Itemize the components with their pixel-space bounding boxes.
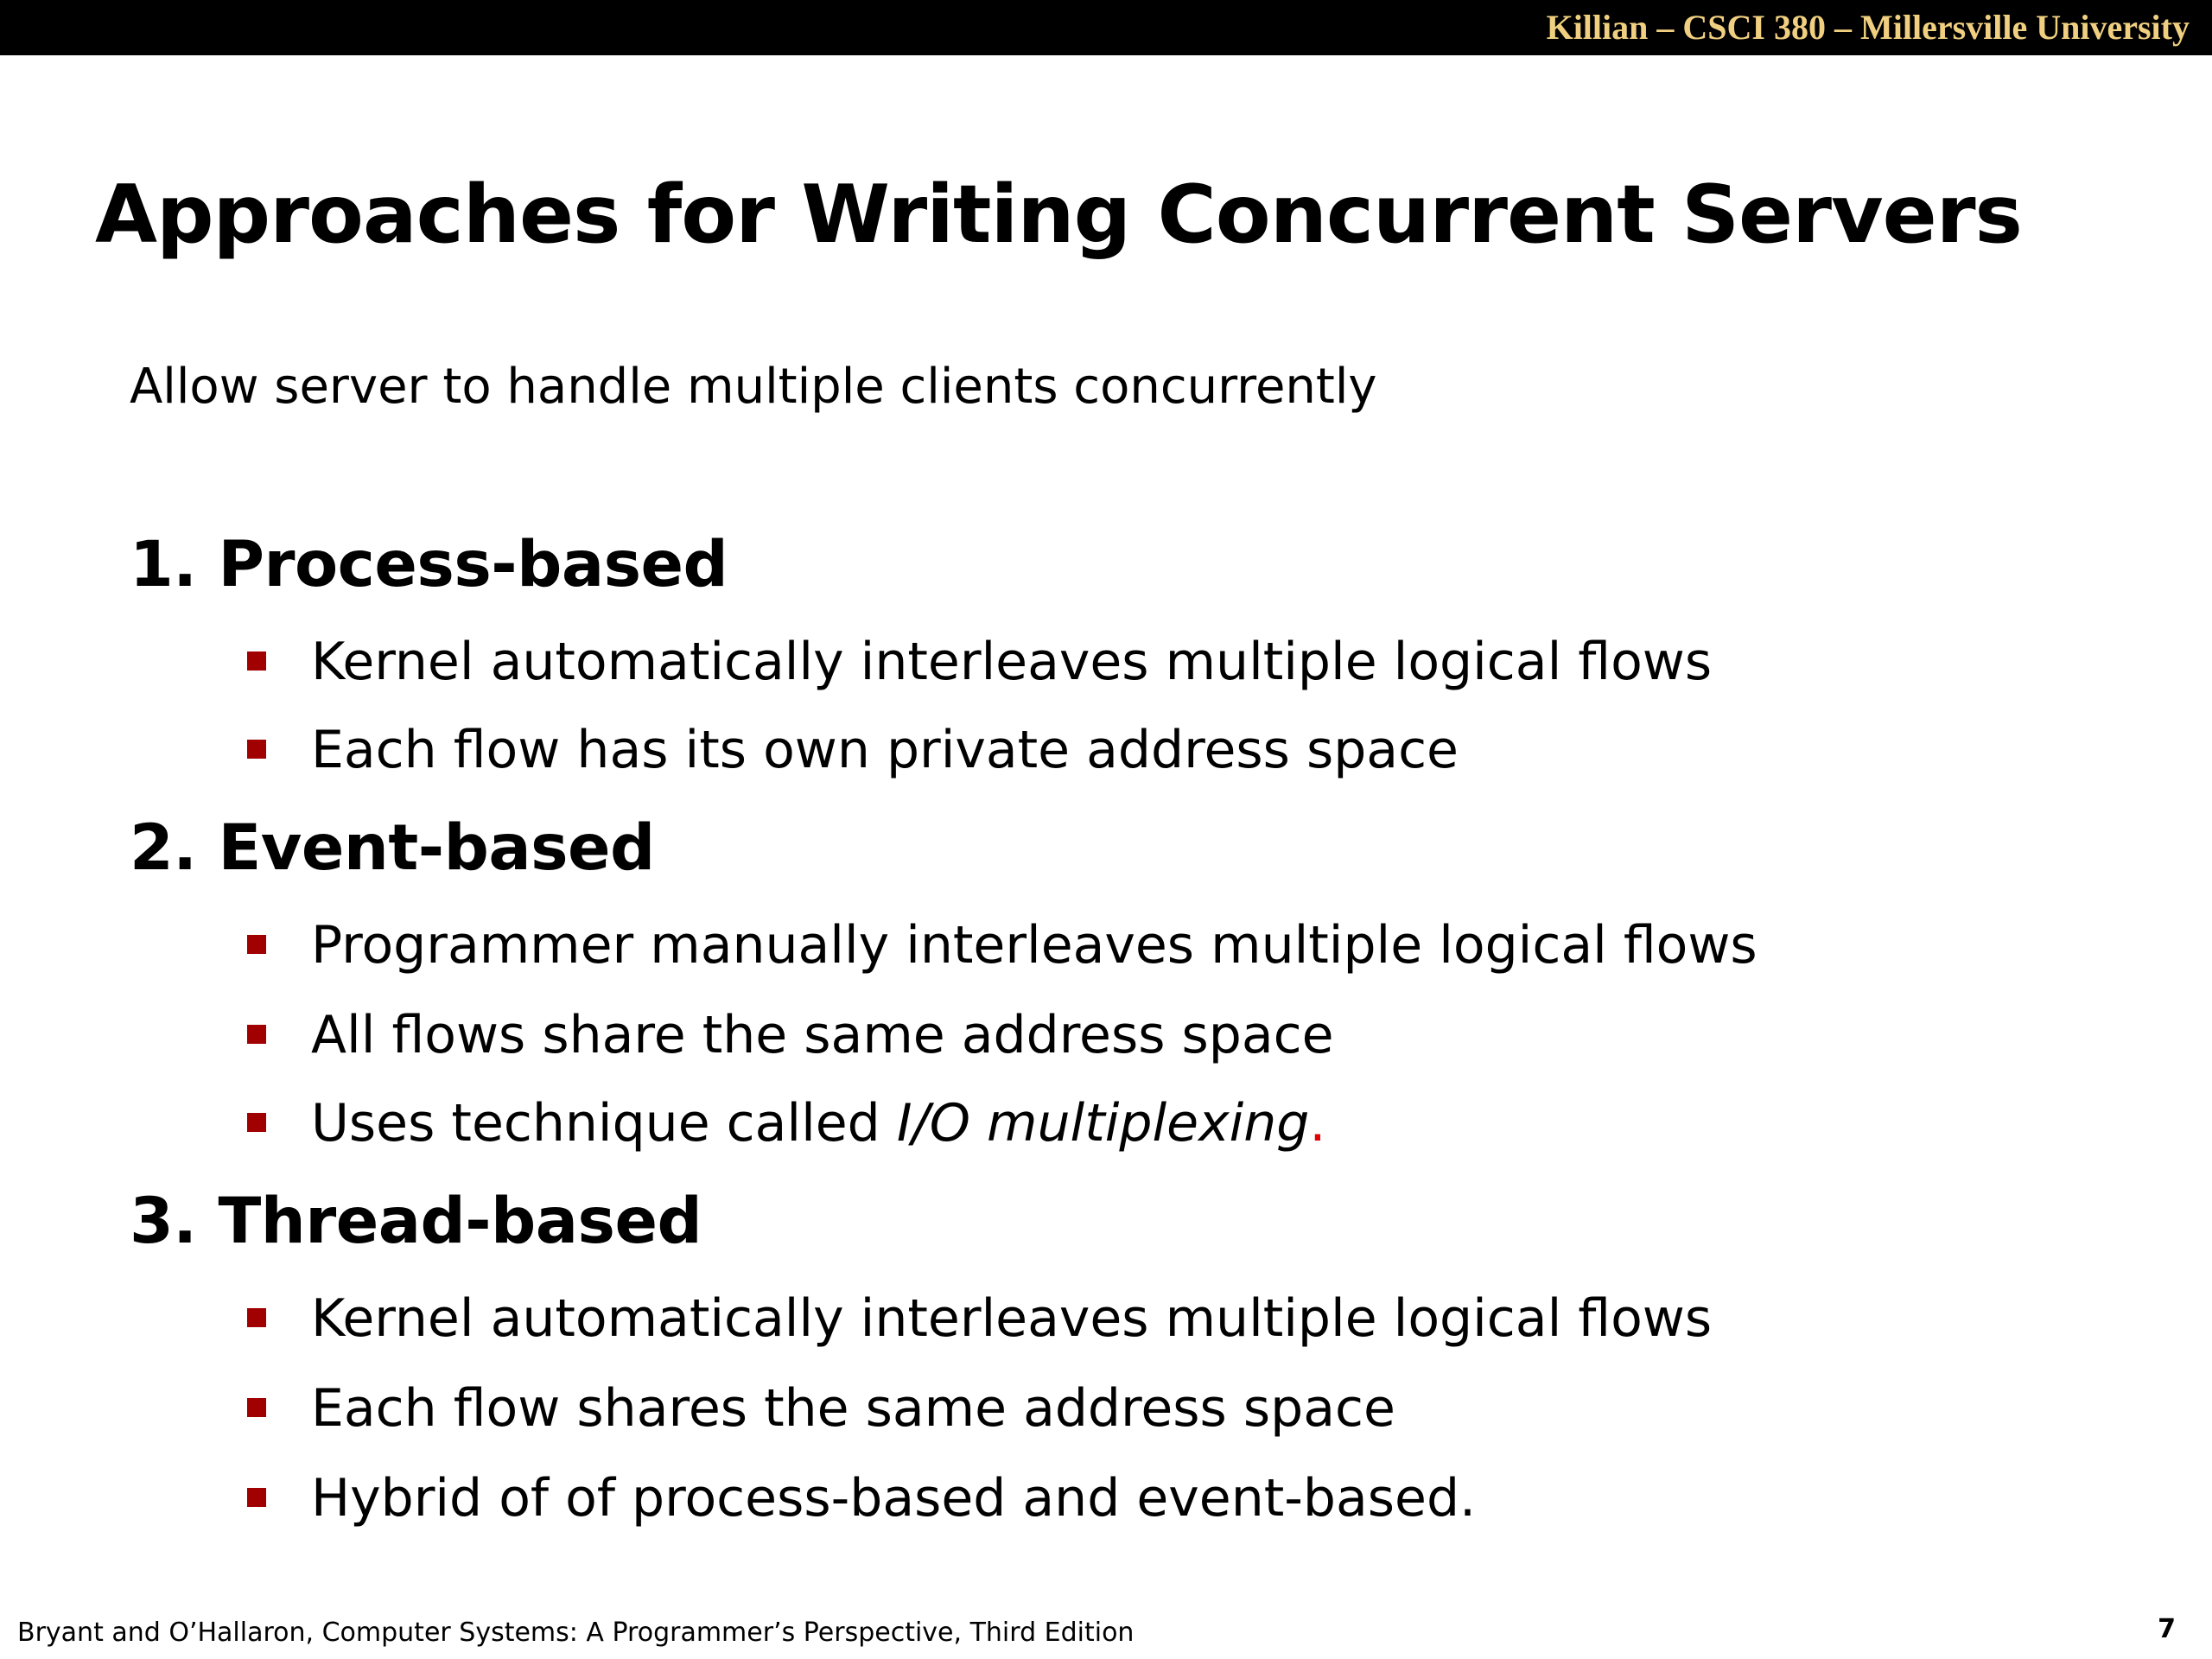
slide-title: Approaches for Writing Concurrent Servers [95, 168, 2022, 261]
list-item-text-prefix: Uses technique called [311, 1093, 897, 1154]
section-heading-event-based: 2. Event-based [130, 811, 655, 885]
emphasized-term: I/O multiplexing [896, 1093, 1310, 1154]
list-item-text: Programmer manually interleaves multiple logical flows [311, 915, 1758, 976]
footer-citation: Bryant and O’Hallaron, Computer Systems: A Programmer’s Perspective, Third Edition [17, 1618, 1135, 1648]
square-bullet-icon [247, 1488, 266, 1507]
list-item-text: Each flow shares the same address space [311, 1378, 1395, 1439]
page-number: 7 [2158, 1614, 2176, 1644]
intro-text: Allow server to handle multiple clients concurrently [130, 359, 1377, 415]
square-bullet-icon [247, 935, 266, 954]
square-bullet-icon [247, 1113, 266, 1132]
trailing-period: . [1309, 1093, 1326, 1154]
section-heading-thread-based: 3. Thread-based [130, 1185, 702, 1258]
section-heading-process-based: 1. Process-based [130, 528, 728, 601]
header-bar [0, 0, 2212, 55]
list-item-text: Kernel automatically interleaves multiple logical flows [311, 632, 1713, 692]
list-item-text: Hybrid of of process-based and event-based. [311, 1468, 1477, 1529]
list-item-text [311, 1089, 1325, 1158]
square-bullet-icon [247, 1025, 266, 1044]
square-bullet-icon [247, 1398, 266, 1417]
list-item-text: Kernel automatically interleaves multiple logical flows [311, 1288, 1713, 1349]
list-item-text: All flows share the same address space [311, 1005, 1334, 1065]
square-bullet-icon [247, 1308, 266, 1327]
list-item-text: Each flow has its own private address space [311, 720, 1459, 780]
square-bullet-icon [247, 740, 266, 759]
header-course-info: Killian – CSCI 380 – Millersville University [1546, 8, 2190, 47]
square-bullet-icon [247, 652, 266, 671]
